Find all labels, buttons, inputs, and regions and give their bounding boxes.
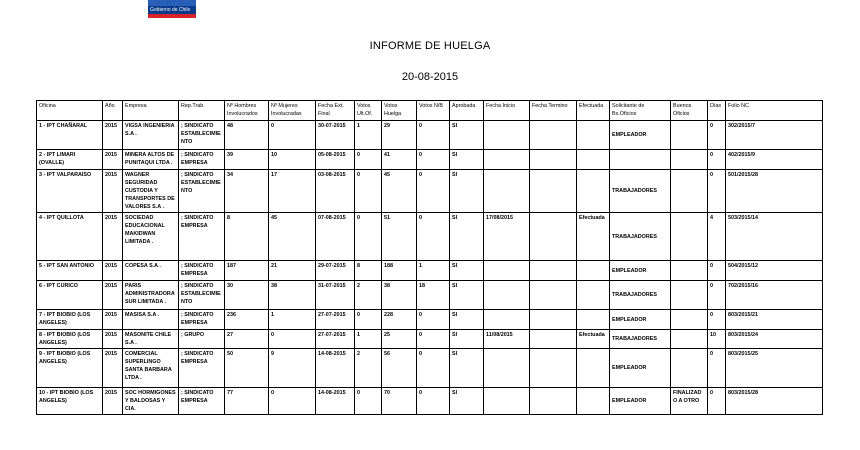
- table-cell: 2: [355, 349, 382, 388]
- table-cell: [671, 170, 708, 213]
- table-cell: 4 - IPT QUILLOTA: [37, 213, 103, 261]
- table-cell: 21: [269, 261, 316, 281]
- table-cell: 1: [269, 310, 316, 330]
- table-cell: [484, 121, 530, 150]
- table-cell: 0: [708, 170, 726, 213]
- table-cell: 803/2015/24: [726, 330, 823, 349]
- table-cell: EMPLEADOR: [610, 388, 671, 415]
- table-cell: 45: [269, 213, 316, 261]
- table-row: [37, 261, 823, 281]
- table-cell: 0: [708, 261, 726, 281]
- table-cell: 0: [417, 121, 450, 150]
- table-cell: [484, 150, 530, 170]
- table-cell: EMPLEADOR: [610, 121, 671, 150]
- table-cell: 05-08-2015: [316, 150, 355, 170]
- table-cell: SI: [450, 261, 484, 281]
- table-cell: ; SINDICATO EMPRESA: [179, 150, 225, 170]
- table-cell: [577, 281, 610, 310]
- table-cell: [530, 170, 577, 213]
- table-cell: 0: [708, 349, 726, 388]
- table-row: [37, 330, 823, 349]
- table-cell: TRABAJADORES: [610, 330, 671, 349]
- table-cell: 0: [417, 388, 450, 415]
- table-cell: 5 - IPT SAN ANTONIO: [37, 261, 103, 281]
- table-cell: PARIS ADMINISTRADORA SUR LIMITADA .: [123, 281, 179, 310]
- table-cell: 0: [269, 388, 316, 415]
- table-cell: 2015: [103, 388, 123, 415]
- table-cell: SI: [450, 330, 484, 349]
- table-cell: [530, 121, 577, 150]
- table-cell: [530, 349, 577, 388]
- table-cell: [577, 261, 610, 281]
- table-cell: 803/2015/25: [726, 349, 823, 388]
- table-cell: [671, 213, 708, 261]
- table-cell: TRABAJADORES: [610, 281, 671, 310]
- column-header: Folio NC: [726, 101, 823, 121]
- column-header: Fecha Termino: [530, 101, 577, 121]
- table-cell: 9: [269, 349, 316, 388]
- table-cell: 27: [225, 330, 269, 349]
- table-cell: 2015: [103, 349, 123, 388]
- table-cell: SI: [450, 349, 484, 388]
- table-cell: 03-08-2015: [316, 170, 355, 213]
- column-header: Rep.Trab.: [179, 101, 225, 121]
- table-cell: 0: [417, 310, 450, 330]
- table-cell: [671, 121, 708, 150]
- table-cell: 18: [417, 281, 450, 310]
- table-cell: 17/08/2015: [484, 213, 530, 261]
- table-cell: SI: [450, 388, 484, 415]
- column-header: Votos Ult.Of.: [355, 101, 382, 121]
- table-cell: 77: [225, 388, 269, 415]
- table-cell: Efectuada: [577, 330, 610, 349]
- table-cell: [671, 330, 708, 349]
- table-cell: ; GRUPO: [179, 330, 225, 349]
- table-cell: 1: [417, 261, 450, 281]
- table-cell: 0: [708, 388, 726, 415]
- table-cell: EMPLEADOR: [610, 261, 671, 281]
- table-cell: 56: [382, 349, 417, 388]
- table-cell: SI: [450, 213, 484, 261]
- column-header: Fecha Inicio: [484, 101, 530, 121]
- table-cell: 503/2015/14: [726, 213, 823, 261]
- table-cell: SI: [450, 121, 484, 150]
- table-cell: SOC HORMIGONES Y BALDOSAS Y CIA.: [123, 388, 179, 415]
- table-cell: ; SINDICATO EMPRESA: [179, 310, 225, 330]
- table-cell: 29: [382, 121, 417, 150]
- column-header: Buenos Oficios: [671, 101, 708, 121]
- table-cell: [671, 150, 708, 170]
- table-cell: 803/2015/21: [726, 310, 823, 330]
- column-header: Fecha Ext. Final: [316, 101, 355, 121]
- table-cell: [484, 349, 530, 388]
- table-cell: 27-07-2015: [316, 310, 355, 330]
- table-cell: 2015: [103, 150, 123, 170]
- table-cell: [530, 281, 577, 310]
- table-cell: 7 - IPT BIOBIO (LOS ANGELES): [37, 310, 103, 330]
- table-cell: 4: [708, 213, 726, 261]
- table-cell: WAGNER SEGURIDAD CUSTODIA Y TRANSPORTES DE VALORES S.A .: [123, 170, 179, 213]
- table-cell: ; SINDICATO ESTABLECIMIENTO: [179, 121, 225, 150]
- report-title: INFORME DE HUELGA: [369, 40, 491, 52]
- table-cell: [530, 213, 577, 261]
- table-cell: 0: [355, 150, 382, 170]
- column-header: Oficina: [37, 101, 103, 121]
- table-cell: 39: [225, 150, 269, 170]
- strike-report-table: [36, 100, 823, 415]
- column-header: Nº Hombres Involucrados: [225, 101, 269, 121]
- table-cell: 50: [225, 349, 269, 388]
- table-cell: [577, 170, 610, 213]
- table-cell: 27-07-2015: [316, 330, 355, 349]
- table-cell: 25: [382, 330, 417, 349]
- table-cell: [577, 349, 610, 388]
- table-cell: MINERA ALTOS DE PUNITAQUI LTDA .: [123, 150, 179, 170]
- table-cell: 07-08-2015: [316, 213, 355, 261]
- table-cell: 0: [417, 349, 450, 388]
- table-cell: 2: [355, 281, 382, 310]
- table-cell: ; SINDICATO EMPRESA: [179, 261, 225, 281]
- table-body: [37, 121, 823, 415]
- table-cell: 8: [225, 213, 269, 261]
- table-cell: 187: [225, 261, 269, 281]
- column-header: Votos N/B: [417, 101, 450, 121]
- table-cell: EMPLEADOR: [610, 310, 671, 330]
- government-logo: [148, 0, 196, 18]
- table-cell: 48: [225, 121, 269, 150]
- table-cell: 0: [269, 330, 316, 349]
- table-cell: 14-08-2015: [316, 349, 355, 388]
- table-cell: [484, 281, 530, 310]
- table-cell: [530, 261, 577, 281]
- table-cell: 8 - IPT BIOBIO (LOS ANGELES): [37, 330, 103, 349]
- table-cell: 0: [355, 310, 382, 330]
- table-cell: 803/2015/28: [726, 388, 823, 415]
- table-row: [37, 310, 823, 330]
- table-cell: 0: [708, 310, 726, 330]
- column-header: Votos Huelga: [382, 101, 417, 121]
- table-cell: [671, 261, 708, 281]
- table-cell: SI: [450, 170, 484, 213]
- column-header: Efectuada: [577, 101, 610, 121]
- table-cell: [610, 150, 671, 170]
- table-cell: 6 - IPT CURICO: [37, 281, 103, 310]
- table-cell: 9 - IPT BIOBIO (LOS ANGELES): [37, 349, 103, 388]
- table-cell: 228: [382, 310, 417, 330]
- table-cell: 0: [417, 330, 450, 349]
- table-cell: 1 - IPT CHAÑARAL: [37, 121, 103, 150]
- table-cell: 504/2015/12: [726, 261, 823, 281]
- table-cell: 702/2015/16: [726, 281, 823, 310]
- table-cell: 3 - IPT VALPARAISO: [37, 170, 103, 213]
- table-cell: 31-07-2015: [316, 281, 355, 310]
- table-cell: 10: [708, 330, 726, 349]
- table-cell: [484, 170, 530, 213]
- table-cell: [484, 261, 530, 281]
- table-cell: 17: [269, 170, 316, 213]
- table-cell: [577, 388, 610, 415]
- table-cell: COMERCIAL SUPERLINGO SANTA BARBARA LTDA .: [123, 349, 179, 388]
- table-cell: 0: [355, 213, 382, 261]
- table-row: [37, 150, 823, 170]
- table-row: [37, 170, 823, 213]
- column-header: Días: [708, 101, 726, 121]
- column-header: Nº Mujeres Involucradas: [269, 101, 316, 121]
- table-cell: ; SINDICATO ESTABLECIMIENTO: [179, 170, 225, 213]
- table-cell: Efectuada: [577, 213, 610, 261]
- table-row: [37, 388, 823, 415]
- column-header: Solicitante de Bs.Oficios: [610, 101, 671, 121]
- table-cell: 302/2015/7: [726, 121, 823, 150]
- table-cell: 2 - IPT LIMARI (OVALLE): [37, 150, 103, 170]
- table-cell: [530, 310, 577, 330]
- table-cell: [577, 121, 610, 150]
- table-cell: 402/2015/9: [726, 150, 823, 170]
- table-cell: TRABAJADORES: [610, 213, 671, 261]
- table-cell: 8: [355, 261, 382, 281]
- table-cell: 51: [382, 213, 417, 261]
- table-cell: 0: [355, 170, 382, 213]
- table-cell: 14-08-2015: [316, 388, 355, 415]
- table-cell: 30: [225, 281, 269, 310]
- table-cell: 2015: [103, 213, 123, 261]
- table-cell: [530, 388, 577, 415]
- table-row: [37, 213, 823, 261]
- column-header: Empresa: [123, 101, 179, 121]
- table-cell: 0: [708, 150, 726, 170]
- table-cell: [484, 388, 530, 415]
- table-cell: [671, 281, 708, 310]
- table-cell: TRABAJADORES: [610, 170, 671, 213]
- table-cell: 70: [382, 388, 417, 415]
- table-cell: EMPLEADOR: [610, 349, 671, 388]
- table-cell: COPESA S.A .: [123, 261, 179, 281]
- table-cell: 2015: [103, 261, 123, 281]
- table-cell: 10: [269, 150, 316, 170]
- table-cell: [530, 330, 577, 349]
- table-cell: 38: [269, 281, 316, 310]
- table-cell: 0: [355, 388, 382, 415]
- table-cell: 0: [269, 121, 316, 150]
- table-cell: SI: [450, 310, 484, 330]
- column-header: Aprobada: [450, 101, 484, 121]
- table-cell: 1: [355, 330, 382, 349]
- table-cell: 10 - IPT BIOBIO (LOS ANGELES): [37, 388, 103, 415]
- table-cell: ; SINDICATO EMPRESA: [179, 213, 225, 261]
- table-cell: 236: [225, 310, 269, 330]
- table-cell: [530, 150, 577, 170]
- table-cell: [484, 310, 530, 330]
- table-cell: SI: [450, 281, 484, 310]
- table-cell: 41: [382, 150, 417, 170]
- table-row: [37, 281, 823, 310]
- table-cell: [577, 150, 610, 170]
- table-cell: 38: [382, 281, 417, 310]
- table-cell: 2015: [103, 281, 123, 310]
- table-cell: VIGSA INGENIERIA S.A .: [123, 121, 179, 150]
- table-cell: 501/2015/28: [726, 170, 823, 213]
- column-header: Año: [103, 101, 123, 121]
- table-cell: ; SINDICATO ESTABLECIMIENTO: [179, 281, 225, 310]
- table-cell: FINALIZADO A OTRO: [671, 388, 708, 415]
- table-cell: MASONITE CHILE S.A .: [123, 330, 179, 349]
- table-cell: SOCIEDAD EDUCACIONAL MAKIDWAN LIMITADA .: [123, 213, 179, 261]
- table-cell: 2015: [103, 170, 123, 213]
- table-cell: 29-07-2015: [316, 261, 355, 281]
- table-cell: 11/08/2015: [484, 330, 530, 349]
- table-cell: 0: [708, 121, 726, 150]
- table-row: [37, 121, 823, 150]
- table-row: [37, 349, 823, 388]
- table-cell: 30-07-2015: [316, 121, 355, 150]
- table-cell: 188: [382, 261, 417, 281]
- table-cell: 0: [417, 170, 450, 213]
- table-header-row: [37, 101, 823, 121]
- table-cell: 1: [355, 121, 382, 150]
- table-cell: ; SINDICATO EMPRESA: [179, 388, 225, 415]
- table-cell: SI: [450, 150, 484, 170]
- logo-text: Gobierno de Chile: [150, 7, 191, 13]
- table-cell: [671, 349, 708, 388]
- table-cell: 45: [382, 170, 417, 213]
- table-cell: [671, 310, 708, 330]
- table-cell: [577, 310, 610, 330]
- table-cell: MASISA S.A .: [123, 310, 179, 330]
- table-cell: 0: [708, 281, 726, 310]
- table-cell: 0: [417, 213, 450, 261]
- table-cell: 2015: [103, 121, 123, 150]
- report-date: 20-08-2015: [401, 71, 459, 83]
- table-cell: 34: [225, 170, 269, 213]
- table-cell: 0: [417, 150, 450, 170]
- table-cell: 2015: [103, 310, 123, 330]
- table-cell: 2015: [103, 330, 123, 349]
- table-cell: ; SINDICATO EMPRESA: [179, 349, 225, 388]
